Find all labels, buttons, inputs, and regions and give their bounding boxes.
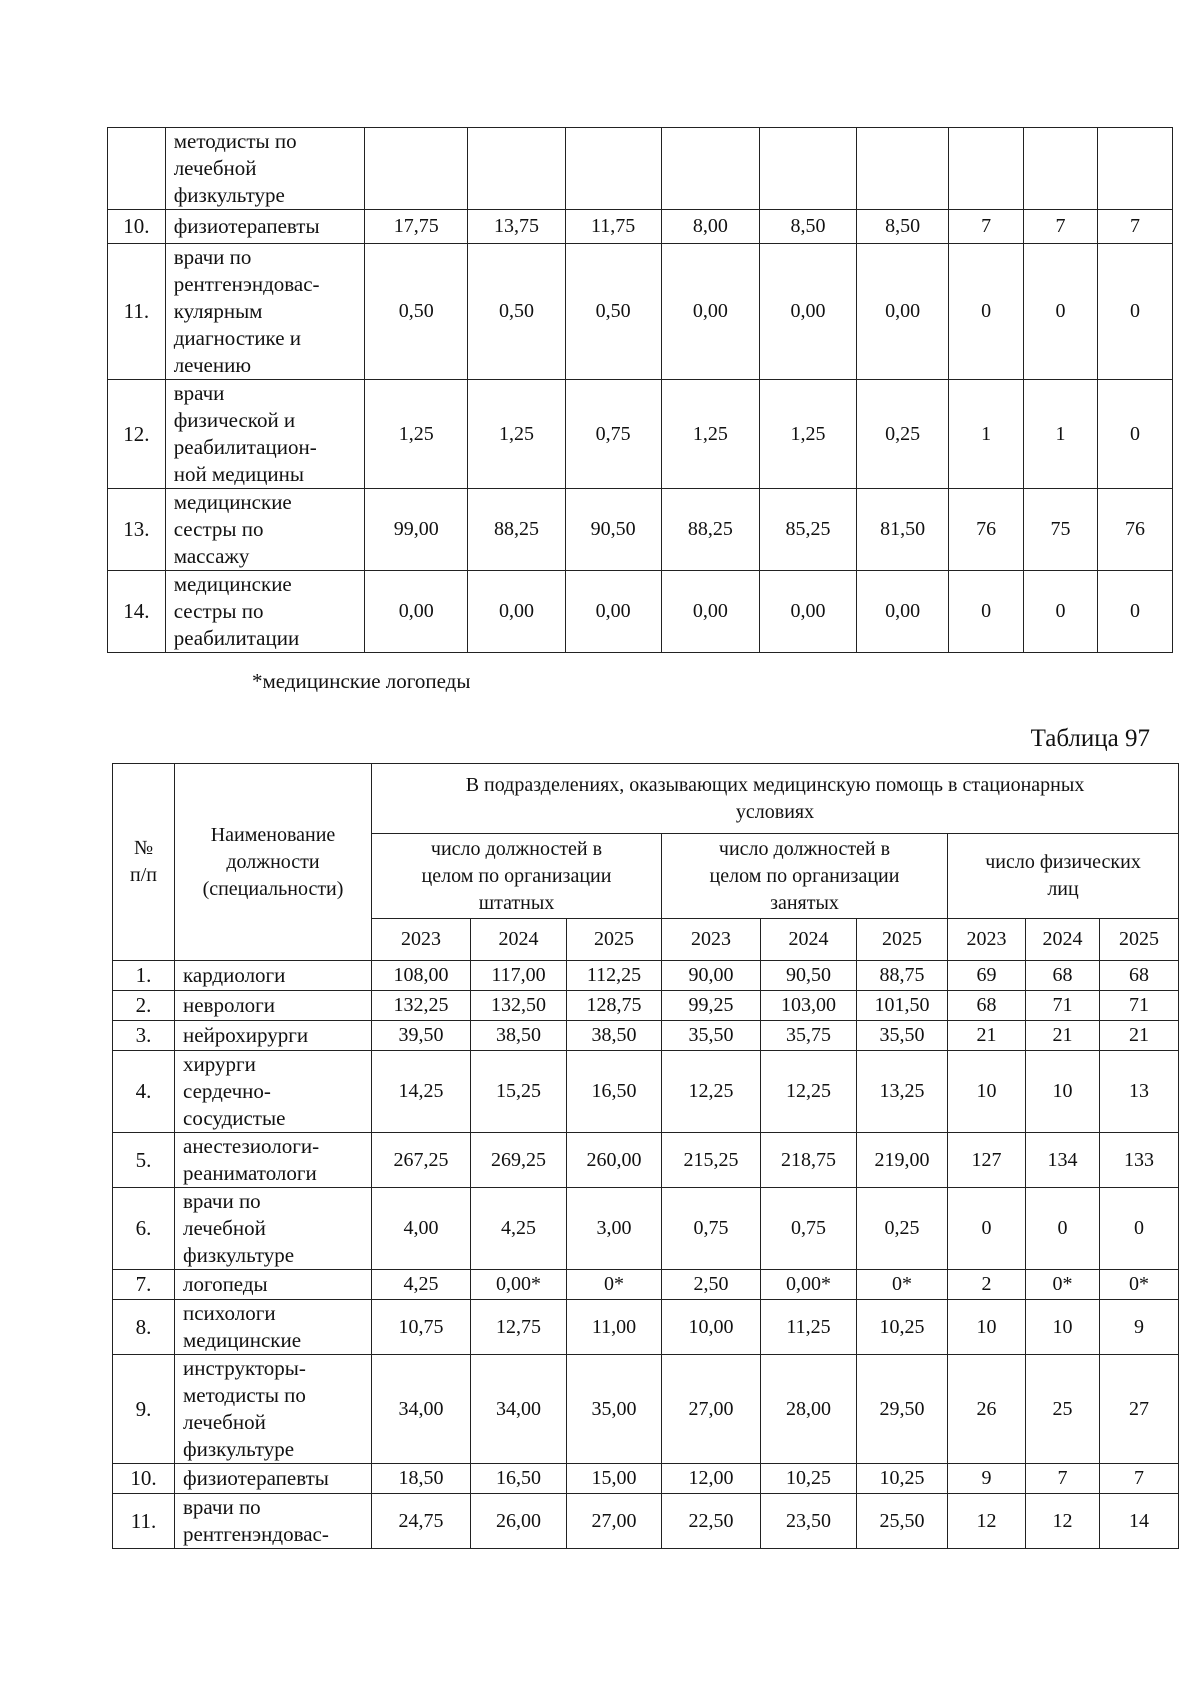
value-cell: 21 <box>1026 1021 1100 1051</box>
row-number: 5. <box>113 1133 175 1188</box>
position-name: физиотерапевты <box>175 1464 372 1494</box>
value-cell: 7 <box>1026 1464 1100 1494</box>
year-header: 2025 <box>567 919 662 961</box>
value-cell: 38,50 <box>471 1021 567 1051</box>
value-cell: 218,75 <box>761 1133 857 1188</box>
value-cell: 1 <box>1024 380 1098 489</box>
value-cell: 38,50 <box>567 1021 662 1051</box>
value-cell: 23,50 <box>761 1494 857 1549</box>
value-cell: 10 <box>948 1300 1026 1355</box>
row-number: 13. <box>108 489 166 571</box>
position-name: физиотерапевты <box>165 210 364 244</box>
value-cell: 11,75 <box>565 210 661 244</box>
position-name: врачи по лечебной физкультуре <box>175 1188 372 1270</box>
value-cell: 68 <box>1026 961 1100 991</box>
row-number: 3. <box>113 1021 175 1051</box>
value-cell: 68 <box>948 991 1026 1021</box>
value-cell: 219,00 <box>857 1133 948 1188</box>
position-name: медицинские сестры по реабилитации <box>165 571 364 653</box>
value-cell: 21 <box>1100 1021 1179 1051</box>
position-name: врачи физической и реабилитацион- ной медицины <box>165 380 364 489</box>
value-cell: 0* <box>567 1270 662 1300</box>
year-header: 2025 <box>857 919 948 961</box>
value-cell: 71 <box>1100 991 1179 1021</box>
table-row <box>113 1270 1179 1300</box>
value-cell: 99,00 <box>365 489 468 571</box>
value-cell: 0,00 <box>661 571 759 653</box>
position-name: кардиологи <box>175 961 372 991</box>
table-row <box>113 1051 1179 1133</box>
value-cell: 133 <box>1100 1133 1179 1188</box>
year-header: 2024 <box>1026 919 1100 961</box>
value-cell: 10 <box>948 1051 1026 1133</box>
value-cell: 0 <box>1100 1188 1179 1270</box>
value-cell: 76 <box>949 489 1024 571</box>
header-position: Наименование должности (специальности) <box>175 764 372 961</box>
row-number: 10. <box>108 210 166 244</box>
value-cell: 88,25 <box>468 489 565 571</box>
table-continued <box>107 127 1173 653</box>
position-name: инструкторы- методисты по лечебной физкультуре <box>175 1355 372 1464</box>
value-cell: 1,25 <box>759 380 856 489</box>
value-cell: 35,00 <box>567 1355 662 1464</box>
value-cell: 2,50 <box>662 1270 761 1300</box>
value-cell: 90,50 <box>761 961 857 991</box>
value-cell: 25,50 <box>857 1494 948 1549</box>
row-number: 9. <box>113 1355 175 1464</box>
value-cell: 29,50 <box>857 1355 948 1464</box>
value-cell: 12 <box>1026 1494 1100 1549</box>
value-cell: 21 <box>948 1021 1026 1051</box>
value-cell: 0,50 <box>565 244 661 380</box>
value-cell: 0,00 <box>468 571 565 653</box>
value-cell: 10,25 <box>857 1300 948 1355</box>
row-number <box>108 128 166 210</box>
value-cell: 10,25 <box>761 1464 857 1494</box>
value-cell: 16,50 <box>471 1464 567 1494</box>
value-cell: 0,00* <box>761 1270 857 1300</box>
value-cell: 9 <box>948 1464 1026 1494</box>
year-header: 2023 <box>948 919 1026 961</box>
value-cell: 25 <box>1026 1355 1100 1464</box>
value-cell: 7 <box>1100 1464 1179 1494</box>
value-cell: 15,25 <box>471 1051 567 1133</box>
table-caption: Таблица 97 <box>1030 725 1150 752</box>
position-name: логопеды <box>175 1270 372 1300</box>
value-cell: 0,00 <box>857 244 949 380</box>
value-cell: 12,25 <box>662 1051 761 1133</box>
value-cell: 132,25 <box>372 991 471 1021</box>
row-number: 12. <box>108 380 166 489</box>
value-cell: 26 <box>948 1355 1026 1464</box>
row-number: 8. <box>113 1300 175 1355</box>
row-number: 4. <box>113 1051 175 1133</box>
position-name: методисты по лечебной физкультуре <box>165 128 364 210</box>
value-cell: 16,50 <box>567 1051 662 1133</box>
value-cell: 0 <box>949 571 1024 653</box>
value-cell: 13 <box>1100 1051 1179 1133</box>
value-cell: 24,75 <box>372 1494 471 1549</box>
value-cell: 215,25 <box>662 1133 761 1188</box>
value-cell: 15,00 <box>567 1464 662 1494</box>
value-cell: 34,00 <box>372 1355 471 1464</box>
value-cell: 7 <box>1097 210 1172 244</box>
value-cell: 13,25 <box>857 1051 948 1133</box>
table-row <box>113 1494 1179 1549</box>
value-cell: 0,00 <box>759 244 856 380</box>
value-cell: 35,50 <box>857 1021 948 1051</box>
table-row <box>108 128 1173 210</box>
value-cell: 101,50 <box>857 991 948 1021</box>
value-cell: 0 <box>1097 244 1172 380</box>
value-cell <box>468 128 565 210</box>
value-cell: 7 <box>1024 210 1098 244</box>
value-cell: 0,75 <box>662 1188 761 1270</box>
row-number: 14. <box>108 571 166 653</box>
table-row <box>113 1133 1179 1188</box>
header-num: № п/п <box>113 764 175 961</box>
value-cell: 108,00 <box>372 961 471 991</box>
value-cell: 0,25 <box>857 380 949 489</box>
position-name: психологи медицинские <box>175 1300 372 1355</box>
table-row <box>113 1464 1179 1494</box>
value-cell: 4,00 <box>372 1188 471 1270</box>
value-cell: 0 <box>1026 1188 1100 1270</box>
year-header: 2024 <box>761 919 857 961</box>
value-cell: 0,00* <box>471 1270 567 1300</box>
value-cell: 127 <box>948 1133 1026 1188</box>
value-cell <box>759 128 856 210</box>
position-name: нейрохирурги <box>175 1021 372 1051</box>
value-cell: 4,25 <box>471 1188 567 1270</box>
table-row <box>113 961 1179 991</box>
table-row <box>108 244 1173 380</box>
value-cell: 9 <box>1100 1300 1179 1355</box>
position-name: врачи по рентгенэндовас- кулярным диагностике и лечению <box>165 244 364 380</box>
value-cell: 76 <box>1097 489 1172 571</box>
value-cell: 0 <box>948 1188 1026 1270</box>
value-cell: 2 <box>948 1270 1026 1300</box>
position-name: неврологи <box>175 991 372 1021</box>
value-cell: 0,00 <box>661 244 759 380</box>
value-cell: 0,50 <box>365 244 468 380</box>
value-cell: 28,00 <box>761 1355 857 1464</box>
value-cell: 0 <box>1097 571 1172 653</box>
year-header: 2024 <box>471 919 567 961</box>
value-cell: 4,25 <box>372 1270 471 1300</box>
value-cell: 0,25 <box>857 1188 948 1270</box>
value-cell: 10 <box>1026 1300 1100 1355</box>
table-97 <box>112 763 1179 1549</box>
value-cell: 0,00 <box>759 571 856 653</box>
value-cell: 1,25 <box>468 380 565 489</box>
row-number: 7. <box>113 1270 175 1300</box>
value-cell: 12,75 <box>471 1300 567 1355</box>
value-cell <box>1097 128 1172 210</box>
value-cell: 0 <box>1024 571 1098 653</box>
value-cell: 12,00 <box>662 1464 761 1494</box>
value-cell: 1,25 <box>661 380 759 489</box>
value-cell: 90,00 <box>662 961 761 991</box>
table-continued-body <box>108 128 1173 653</box>
value-cell: 10,00 <box>662 1300 761 1355</box>
table-row <box>108 489 1173 571</box>
position-name: врачи по рентгенэндовас- <box>175 1494 372 1549</box>
row-number: 11. <box>113 1494 175 1549</box>
value-cell: 11,00 <box>567 1300 662 1355</box>
value-cell: 10,75 <box>372 1300 471 1355</box>
value-cell: 128,75 <box>567 991 662 1021</box>
value-cell: 0 <box>949 244 1024 380</box>
table-97-header <box>113 764 1179 961</box>
year-header: 2023 <box>662 919 761 961</box>
value-cell: 88,25 <box>661 489 759 571</box>
value-cell: 8,50 <box>759 210 856 244</box>
value-cell: 103,00 <box>761 991 857 1021</box>
value-cell: 0,00 <box>565 571 661 653</box>
value-cell: 7 <box>949 210 1024 244</box>
position-name: анестезиологи- реаниматологи <box>175 1133 372 1188</box>
table-row <box>113 991 1179 1021</box>
value-cell: 8,00 <box>661 210 759 244</box>
value-cell: 88,75 <box>857 961 948 991</box>
year-header: 2023 <box>372 919 471 961</box>
value-cell: 13,75 <box>468 210 565 244</box>
row-number: 2. <box>113 991 175 1021</box>
value-cell: 132,50 <box>471 991 567 1021</box>
value-cell: 269,25 <box>471 1133 567 1188</box>
value-cell: 10 <box>1026 1051 1100 1133</box>
header-individuals: число физических лиц <box>948 834 1179 919</box>
value-cell: 0,00 <box>365 571 468 653</box>
value-cell: 0* <box>857 1270 948 1300</box>
value-cell: 81,50 <box>857 489 949 571</box>
value-cell: 35,50 <box>662 1021 761 1051</box>
value-cell <box>949 128 1024 210</box>
table-row <box>108 210 1173 244</box>
header-group: В подразделениях, оказывающих медицинскую помощь в стационарных условиях <box>372 764 1179 834</box>
value-cell <box>365 128 468 210</box>
value-cell: 0,50 <box>468 244 565 380</box>
value-cell: 39,50 <box>372 1021 471 1051</box>
value-cell: 90,50 <box>565 489 661 571</box>
value-cell: 12 <box>948 1494 1026 1549</box>
value-cell: 10,25 <box>857 1464 948 1494</box>
value-cell: 34,00 <box>471 1355 567 1464</box>
row-number: 6. <box>113 1188 175 1270</box>
table-row <box>113 1021 1179 1051</box>
value-cell <box>661 128 759 210</box>
header-occupied-positions: число должностей в целом по организации занятых <box>662 834 948 919</box>
table-row <box>113 1188 1179 1270</box>
value-cell: 68 <box>1100 961 1179 991</box>
value-cell: 0 <box>1097 380 1172 489</box>
value-cell: 35,75 <box>761 1021 857 1051</box>
value-cell: 14 <box>1100 1494 1179 1549</box>
value-cell: 18,50 <box>372 1464 471 1494</box>
value-cell: 0* <box>1026 1270 1100 1300</box>
table-97-body <box>113 961 1179 1549</box>
value-cell: 27 <box>1100 1355 1179 1464</box>
table-row <box>113 1355 1179 1464</box>
value-cell: 71 <box>1026 991 1100 1021</box>
value-cell: 14,25 <box>372 1051 471 1133</box>
value-cell: 69 <box>948 961 1026 991</box>
value-cell: 260,00 <box>567 1133 662 1188</box>
value-cell <box>1024 128 1098 210</box>
value-cell: 8,50 <box>857 210 949 244</box>
table-row <box>108 380 1173 489</box>
year-header: 2025 <box>1100 919 1179 961</box>
row-number: 10. <box>113 1464 175 1494</box>
value-cell: 0 <box>1024 244 1098 380</box>
value-cell: 75 <box>1024 489 1098 571</box>
value-cell: 26,00 <box>471 1494 567 1549</box>
value-cell: 267,25 <box>372 1133 471 1188</box>
value-cell: 12,25 <box>761 1051 857 1133</box>
value-cell <box>857 128 949 210</box>
value-cell: 112,25 <box>567 961 662 991</box>
value-cell: 11,25 <box>761 1300 857 1355</box>
row-number: 11. <box>108 244 166 380</box>
value-cell: 27,00 <box>662 1355 761 1464</box>
header-staff-positions: число должностей в целом по организации штатных <box>372 834 662 919</box>
row-number: 1. <box>113 961 175 991</box>
value-cell: 134 <box>1026 1133 1100 1188</box>
table-row <box>113 1300 1179 1355</box>
position-name: медицинские сестры по массажу <box>165 489 364 571</box>
value-cell: 117,00 <box>471 961 567 991</box>
position-name: хирурги сердечно- сосудистые <box>175 1051 372 1133</box>
value-cell: 27,00 <box>567 1494 662 1549</box>
value-cell: 3,00 <box>567 1188 662 1270</box>
value-cell: 1 <box>949 380 1024 489</box>
value-cell: 85,25 <box>759 489 856 571</box>
value-cell: 0,00 <box>857 571 949 653</box>
footnote: *медицинские логопеды <box>252 669 471 693</box>
value-cell: 0,75 <box>761 1188 857 1270</box>
value-cell: 1,25 <box>365 380 468 489</box>
value-cell: 0* <box>1100 1270 1179 1300</box>
value-cell: 99,25 <box>662 991 761 1021</box>
value-cell <box>565 128 661 210</box>
value-cell: 0,75 <box>565 380 661 489</box>
value-cell: 17,75 <box>365 210 468 244</box>
value-cell: 22,50 <box>662 1494 761 1549</box>
table-row <box>108 571 1173 653</box>
